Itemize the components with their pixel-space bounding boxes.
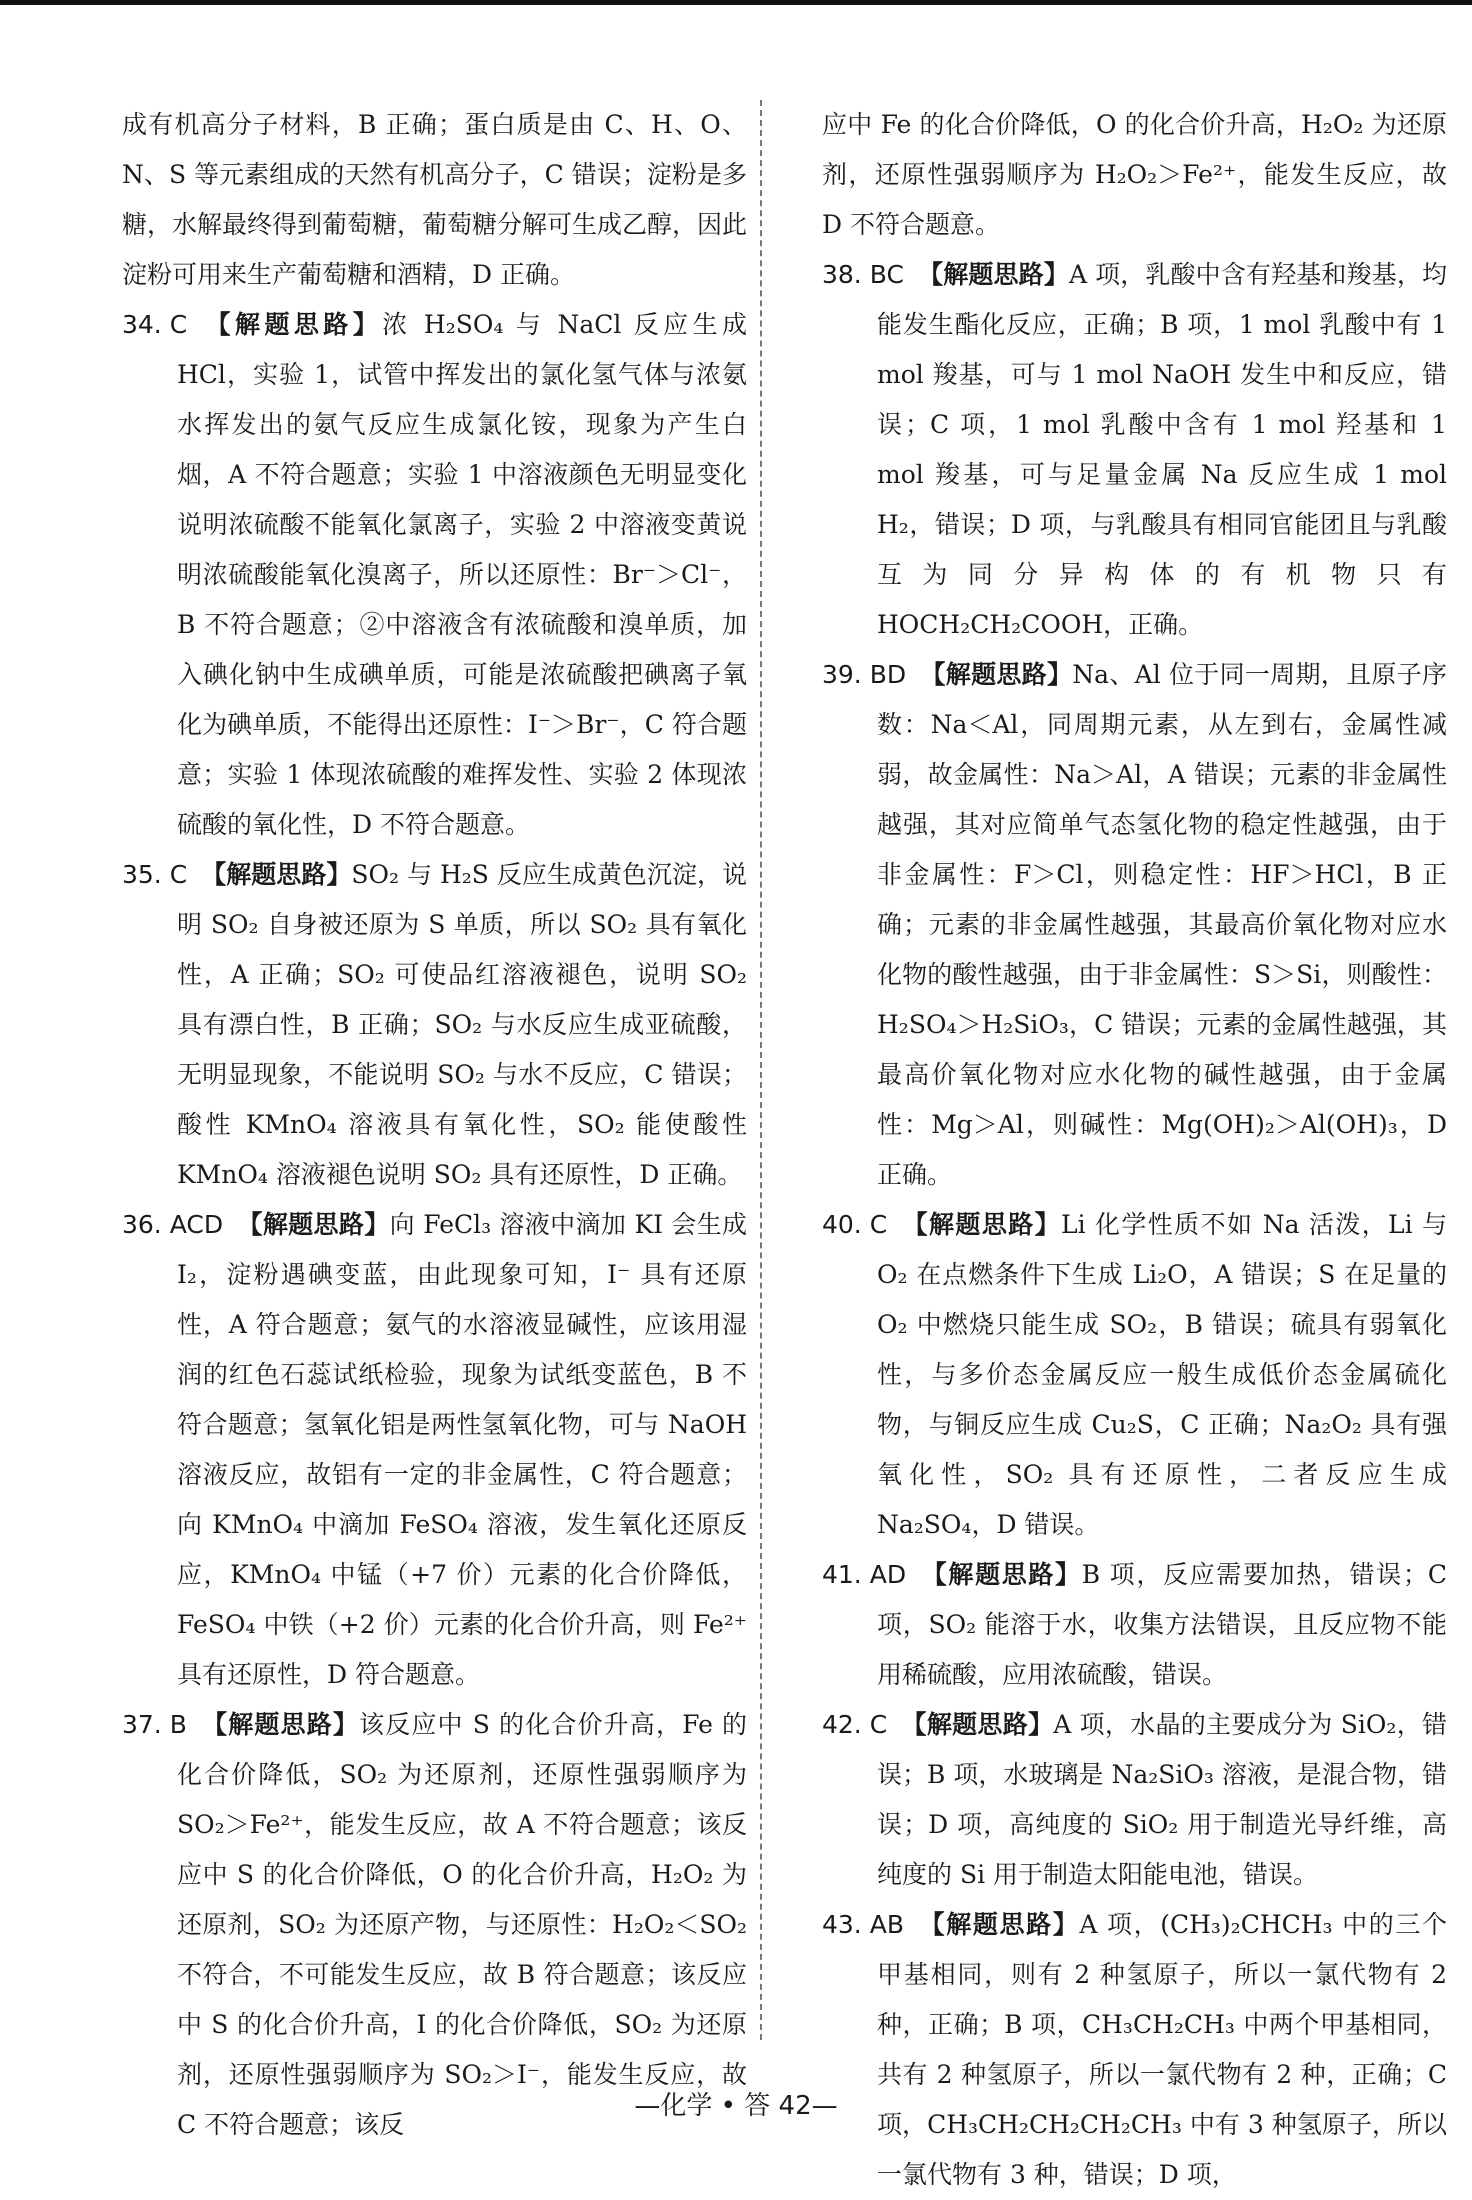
answer-item-40: 40. C 【解题思路】Li 化学性质不如 Na 活泼，Li 与 O₂ 在点燃条件下生成 Li₂O，A 错误；S 在足量的 O₂ 中燃烧只能生成 SO₂，B 错误；硫具有弱氧化性，与多价态金属反应一般生成低价态金属硫化物，与铜反应生成 Cu₂S，C 正确；Na₂O₂ 具有强氧化性，SO₂ 具有还原性，二者反应生成 Na₂SO₄，D 错误。	[822, 1210, 1447, 1539]
right-column	[822, 100, 1447, 2200]
answer-item-39: 39. BD 【解题思路】Na、Al 位于同一周期，且原子序数：Na＜Al，同周期元素，从左到右，金属性减弱，故金属性：Na＞Al，A 错误；元素的非金属性越强，其对应简单气态氢化物的稳定性越强，由于非金属性：F＞Cl，则稳定性：HF＞HCl，B 正确；元素的非金属性越强，其最高价氧化物对应水化物的酸性越强，由于非金属性：S＞Si，则酸性：H₂SO₄＞H₂SiO₃，C 错误；元素的金属性越强，其最高价氧化物对应水化物的碱性越强，由于金属性：Mg＞Al，则碱性：Mg(OH)₂＞Al(OH)₃，D 正确。	[822, 660, 1447, 1189]
continuation-text: 应中 Fe 的化合价降低，O 的化合价升高，H₂O₂ 为还原剂，还原性强弱顺序为 H₂O₂＞Fe²⁺，能发生反应，故 D 不符合题意。	[822, 110, 1447, 239]
column-divider	[760, 100, 762, 2040]
answer-item-38: 38. BC 【解题思路】A 项，乳酸中含有羟基和羧基，均能发生酯化反应，正确；B 项，1 mol 乳酸中有 1 mol 羧基，可与 1 mol NaOH 发生中和反应，错误；C 项，1 mol 乳酸中含有 1 mol 羟基和 1 mol 羧基，可与足量金属 Na 反应生成 1 mol H₂，错误；D 项，与乳酸具有相同官能团且与乳酸互为同分异构体的有机物只有 HOCH₂CH₂COOH，正确。	[822, 260, 1447, 639]
left-column	[122, 100, 747, 2150]
answer-item-36: 36. ACD 【解题思路】向 FeCl₃ 溶液中滴加 KI 会生成 I₂，淀粉遇碘变蓝，由此现象可知，I⁻ 具有还原性，A 符合题意；氨气的水溶液显碱性，应该用湿润的红色石蕊试纸检验，现象为试纸变蓝色，B 不符合题意；氢氧化铝是两性氢氧化物，可与 NaOH 溶液反应，故铝有一定的非金属性，C 符合题意；向 KMnO₄ 中滴加 FeSO₄ 溶液，发生氧化还原反应，KMnO₄ 中锰（+7 价）元素的化合价降低，FeSO₄ 中铁（+2 价）元素的化合价升高，则 Fe²⁺ 具有还原性，D 符合题意。	[122, 1210, 747, 1689]
answer-item-42: 42. C 【解题思路】A 项，水晶的主要成分为 SiO₂，错误；B 项，水玻璃是 Na₂SiO₃ 溶液，是混合物，错误；D 项，高纯度的 SiO₂ 用于制造光导纤维，高纯度的 Si 用于制造太阳能电池，错误。	[822, 1710, 1447, 1889]
top-border	[0, 0, 1472, 5]
left-items	[122, 300, 747, 2150]
continuation-text: 成有机高分子材料，B 正确；蛋白质是由 C、H、O、N、S 等元素组成的天然有机高分子，C 错误；淀粉是多糖，水解最终得到葡萄糖，葡萄糖分解可生成乙醇，因此淀粉可用来生产葡萄糖和酒精，D 正确。	[122, 110, 748, 289]
page-footer: —化学 • 答 42—	[634, 2091, 838, 2121]
answer-item-43: 43. AB 【解题思路】A 项，(CH₃)₂CHCH₃ 中的三个甲基相同，则有 2 种氢原子，所以一氯代物有 2 种，正确；B 项，CH₃CH₂CH₃ 中两个甲基相同，共有 2 种氢原子，所以一氯代物有 2 种，正确；C 项，CH₃CH₂CH₂CH₂CH₃ 中有 3 种氢原子，所以一氯代物有 3 种，错误；D 项，	[822, 1910, 1447, 2189]
answer-item-37: 37. B 【解题思路】该反应中 S 的化合价升高，Fe 的化合价降低，SO₂ 为还原剂，还原性强弱顺序为 SO₂＞Fe²⁺，能发生反应，故 A 不符合题意；该反应中 S 的化合价降低，O 的化合价升高，H₂O₂ 为还原剂，SO₂ 为还原产物，与还原性：H₂O₂＜SO₂ 不符合，不可能发生反应，故 B 符合题意；该反应中 S 的化合价升高，I 的化合价降低，SO₂ 为还原剂，还原性强弱顺序为 SO₂＞I⁻，能发生反应，故 C 不符合题意；该反	[122, 1710, 747, 2139]
answer-item-35: 35. C 【解题思路】SO₂ 与 H₂S 反应生成黄色沉淀，说明 SO₂ 自身被还原为 S 单质，所以 SO₂ 具有氧化性，A 正确；SO₂ 可使品红溶液褪色，说明 SO₂ 具有漂白性，B 正确；SO₂ 与水反应生成亚硫酸，无明显现象，不能说明 SO₂ 与水不反应，C 错误；酸性 KMnO₄ 溶液具有氧化性，SO₂ 能使酸性 KMnO₄ 溶液褪色说明 SO₂ 具有还原性，D 正确。	[122, 860, 747, 1189]
answer-item-34: 34. C 【解题思路】浓 H₂SO₄ 与 NaCl 反应生成 HCl，实验 1，试管中挥发出的氯化氢气体与浓氨水挥发出的氨气反应生成氯化铵，现象为产生白烟，A 不符合题意；实验 1 中溶液颜色无明显变化说明浓硫酸不能氧化氯离子，实验 2 中溶液变黄说明浓硫酸能氧化溴离子，所以还原性：Br⁻＞Cl⁻，B 不符合题意；②中溶液含有浓硫酸和溴单质，加入碘化钠中生成碘单质，可能是浓硫酸把碘离子氧化为碘单质，不能得出还原性：I⁻＞Br⁻，C 符合题意；实验 1 体现浓硫酸的难挥发性、实验 2 体现浓硫酸的氧化性，D 不符合题意。	[122, 310, 747, 839]
right-items	[822, 250, 1447, 2200]
answer-item-41: 41. AD 【解题思路】B 项，反应需要加热，错误；C 项，SO₂ 能溶于水，收集方法错误，且反应物不能用稀硫酸，应用浓硫酸，错误。	[822, 1560, 1447, 1689]
